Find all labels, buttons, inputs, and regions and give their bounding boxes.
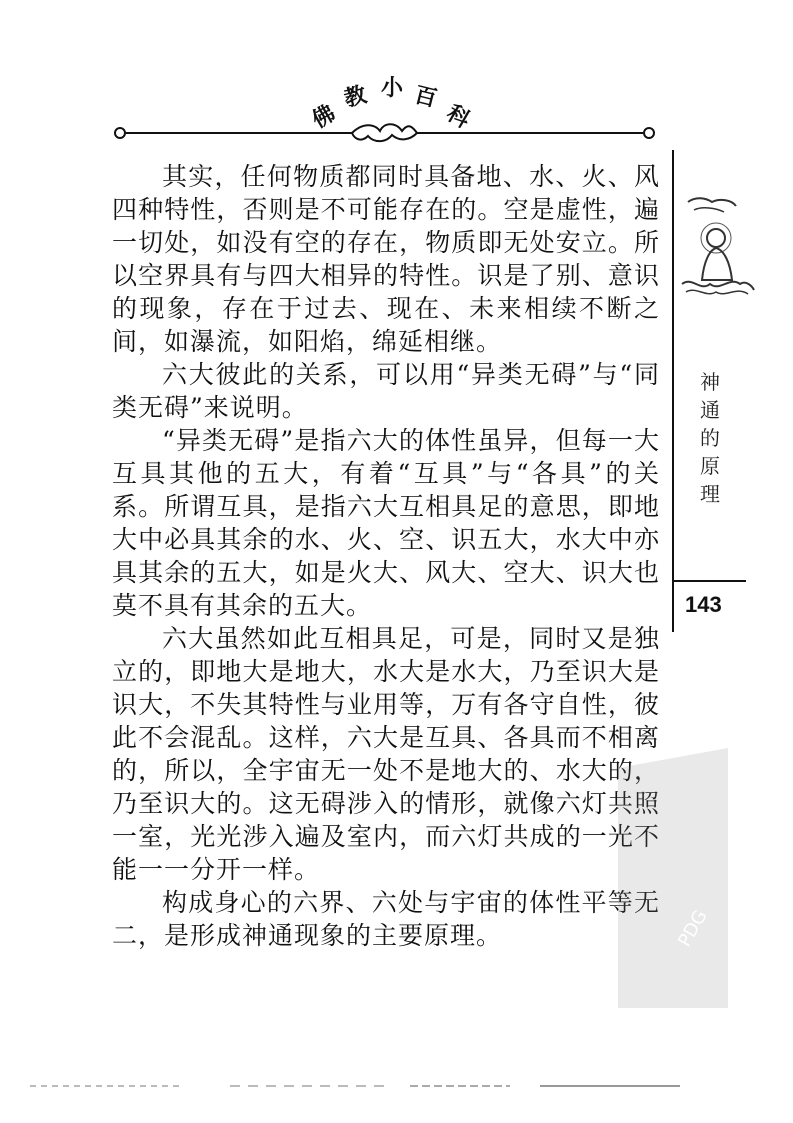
chapter-title-char: 通 (700, 398, 720, 422)
paragraph: 六大彼此的关系，可以用“异类无碍”与“同类无碍”来说明。 (112, 360, 660, 422)
paragraph: “异类无碍”是指六大的体性虽异，但每一大互具其他的五大，有着“互具”与“各具”的关系。所谓互具，是指六大互相具足的意思，即地大中必具其余的水、火、空、识五大，水大中亦具其余的五大，如是火大、风大、空大、识大也莫不具有其余的五大。 (112, 426, 660, 620)
chapter-title (695, 368, 725, 508)
paragraph: 构成身心的六界、六处与宇宙的体性平等无二，是形成神通现象的主要原理。 (112, 888, 660, 950)
body-text (112, 160, 660, 952)
library-seal-watermark (588, 748, 738, 1008)
header-ornament-rule (112, 118, 657, 148)
page-number-divider (672, 582, 674, 632)
header-title-char: 教 (341, 82, 370, 113)
page-number-rule (672, 580, 746, 582)
page-header (0, 0, 793, 150)
scan-noise (30, 1082, 680, 1090)
buddha-figure-icon (676, 180, 756, 300)
page-number: 143 (685, 592, 722, 617)
header-title-char: 小 (381, 76, 404, 101)
header-title-char: 佛 (308, 100, 340, 134)
paragraph: 其实，任何物质都同时具备地、水、火、风四种特性，否则是不可能存在的。空是虚性，遍一切处，如没有空的存在，物质即无处安立。所以空界具有与四大相异的特性。识是了别、意识的现象，存在于过去、现在、未来相续不断之间，如瀑流，如阳焰，绵延相继。 (112, 162, 660, 356)
watermark-text: PDG (674, 906, 712, 951)
paragraph: 六大虽然如此互相具足，可是，同时又是独立的，即地大是地大，水大是水大，乃至识大是识大，不失其特性与业用等，万有各守自性，彼此不会混乱。这样，六大是互具、各具而不相离的，所以，全宇宙无一处不是地大的、水大的，乃至识大的。这无碍涉入的情形，就像六灯共照一室，光光涉入遍及室内，而六灯共成的一光不能一一分开一样。 (112, 624, 660, 884)
chapter-title-char: 原 (700, 454, 720, 478)
chapter-title-char: 神 (700, 370, 720, 394)
chapter-title-char: 理 (700, 482, 720, 506)
header-title-char: 科 (442, 100, 474, 134)
chapter-title-char: 的 (700, 426, 720, 450)
sidebar-divider (672, 150, 674, 580)
header-title-char: 百 (411, 82, 440, 113)
